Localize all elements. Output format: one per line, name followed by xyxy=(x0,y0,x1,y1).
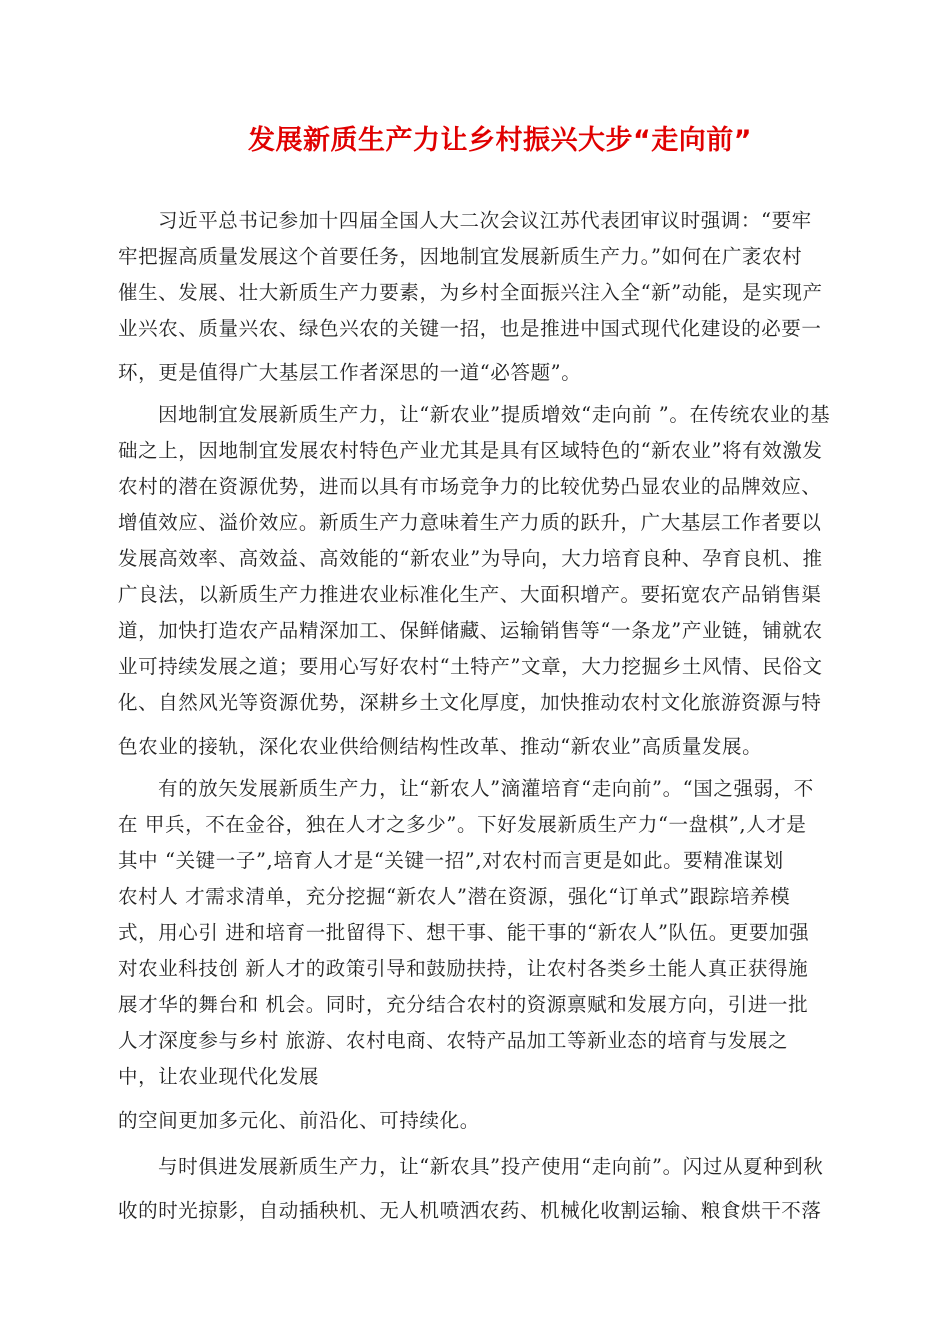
text-line: 农村的潜在资源优势，进而以具有市场竞争力的比较优势凸显农业的品牌效应、 xyxy=(118,475,822,498)
text-line: 中，让农业现代化发展 xyxy=(118,1065,320,1088)
text-line: 环，更是值得广大基层工作者深思的一道“必答题”。 xyxy=(118,361,582,384)
text-line: 对农业科技创 新人才的政策引导和鼓励扶持，让农村各类乡土能人真正获得施 xyxy=(118,957,809,980)
text-line: 式，用心引 进和培育一批留得下、想干事、能干事的“新农人”队伍。更要加强 xyxy=(118,921,810,944)
text-line: 业可持续发展之道；要用心写好农村“土特产”文章，大力挖掘乡土风情、民俗文 xyxy=(118,655,823,678)
text-line: 广良法，以新质生产力推进农业标准化生产、大面积增产。要拓宽农产品销售渠 xyxy=(118,583,822,606)
text-line: 与时俱进发展新质生产力，让“新农具”投产使用“走向前”。闪过从夏种到秋 xyxy=(158,1155,824,1178)
text-line: 化、自然风光等资源优势，深耕乡土文化厚度，加快推动农村文化旅游资源与特 xyxy=(118,691,822,714)
text-line: 展才华的舞台和 机会。同时，充分结合农村的资源禀赋和发展方向，引进一批 xyxy=(118,993,809,1016)
text-line: 础之上，因地制宜发展农村特色产业尤其是具有区域特色的“新农业”将有效激发 xyxy=(118,439,823,462)
document-title: 发展新质生产力让乡村振兴大步“走向前” xyxy=(248,125,752,156)
text-line: 增值效应、溢价效应。新质生产力意味着生产力质的跃升，广大基层工作者要以 xyxy=(118,511,822,534)
text-line: 业兴农、质量兴农、绿色兴农的关键一招，也是推进中国式现代化建设的必要一 xyxy=(118,317,822,340)
text-line: 其中 “关键一子”,培育人才是“关键一招”,对农村而言更是如此。要精准谋划 xyxy=(118,849,784,872)
text-line: 人才深度参与乡村 旅游、农村电商、农特产品加工等新业态的培育与发展之 xyxy=(118,1029,789,1052)
text-line: 发展高效率、高效益、高效能的“新农业”为导向，大力培育良种、孕育良机、推 xyxy=(118,547,823,570)
text-line: 习近平总书记参加十四届全国人大二次会议江苏代表团审议时强调：“要牢 xyxy=(158,209,812,232)
text-line: 有的放矢发展新质生产力，让“新农人”滴灌培育“走向前”。“国之强弱，不 xyxy=(158,777,814,800)
text-line: 牢把握高质量发展这个首要任务，因地制宜发展新质生产力。”如何在广袤农村 xyxy=(118,245,803,268)
text-line: 道，加快打造农产品精深加工、保鲜储藏、运输销售等“一条龙”产业链，铺就农 xyxy=(118,619,823,642)
text-line: 在 甲兵，不在金谷，独在人才之多少”。下好发展新质生产力“一盘棋”,人才是 xyxy=(118,813,807,836)
text-line: 农村人 才需求清单，充分挖掘“新农人”潜在资源，强化“订单式”跟踪培养模 xyxy=(118,885,791,908)
text-line: 收的时光掠影，自动插秧机、无人机喷洒农药、机械化收割运输、粮食烘干不落 xyxy=(118,1199,822,1222)
text-line: 色农业的接轨，深化农业供给侧结构性改革、推动“新农业”高质量发展。 xyxy=(118,735,763,758)
text-line: 的空间更加多元化、前沿化、可持续化。 xyxy=(118,1109,480,1132)
text-line: 因地制宜发展新质生产力，让“新农业”提质增效“走向前 ”。在传统农业的基 xyxy=(158,403,831,426)
text-line: 催生、发展、壮大新质生产力要素，为乡村全面振兴注入全“新”动能，是实现产 xyxy=(118,281,823,304)
